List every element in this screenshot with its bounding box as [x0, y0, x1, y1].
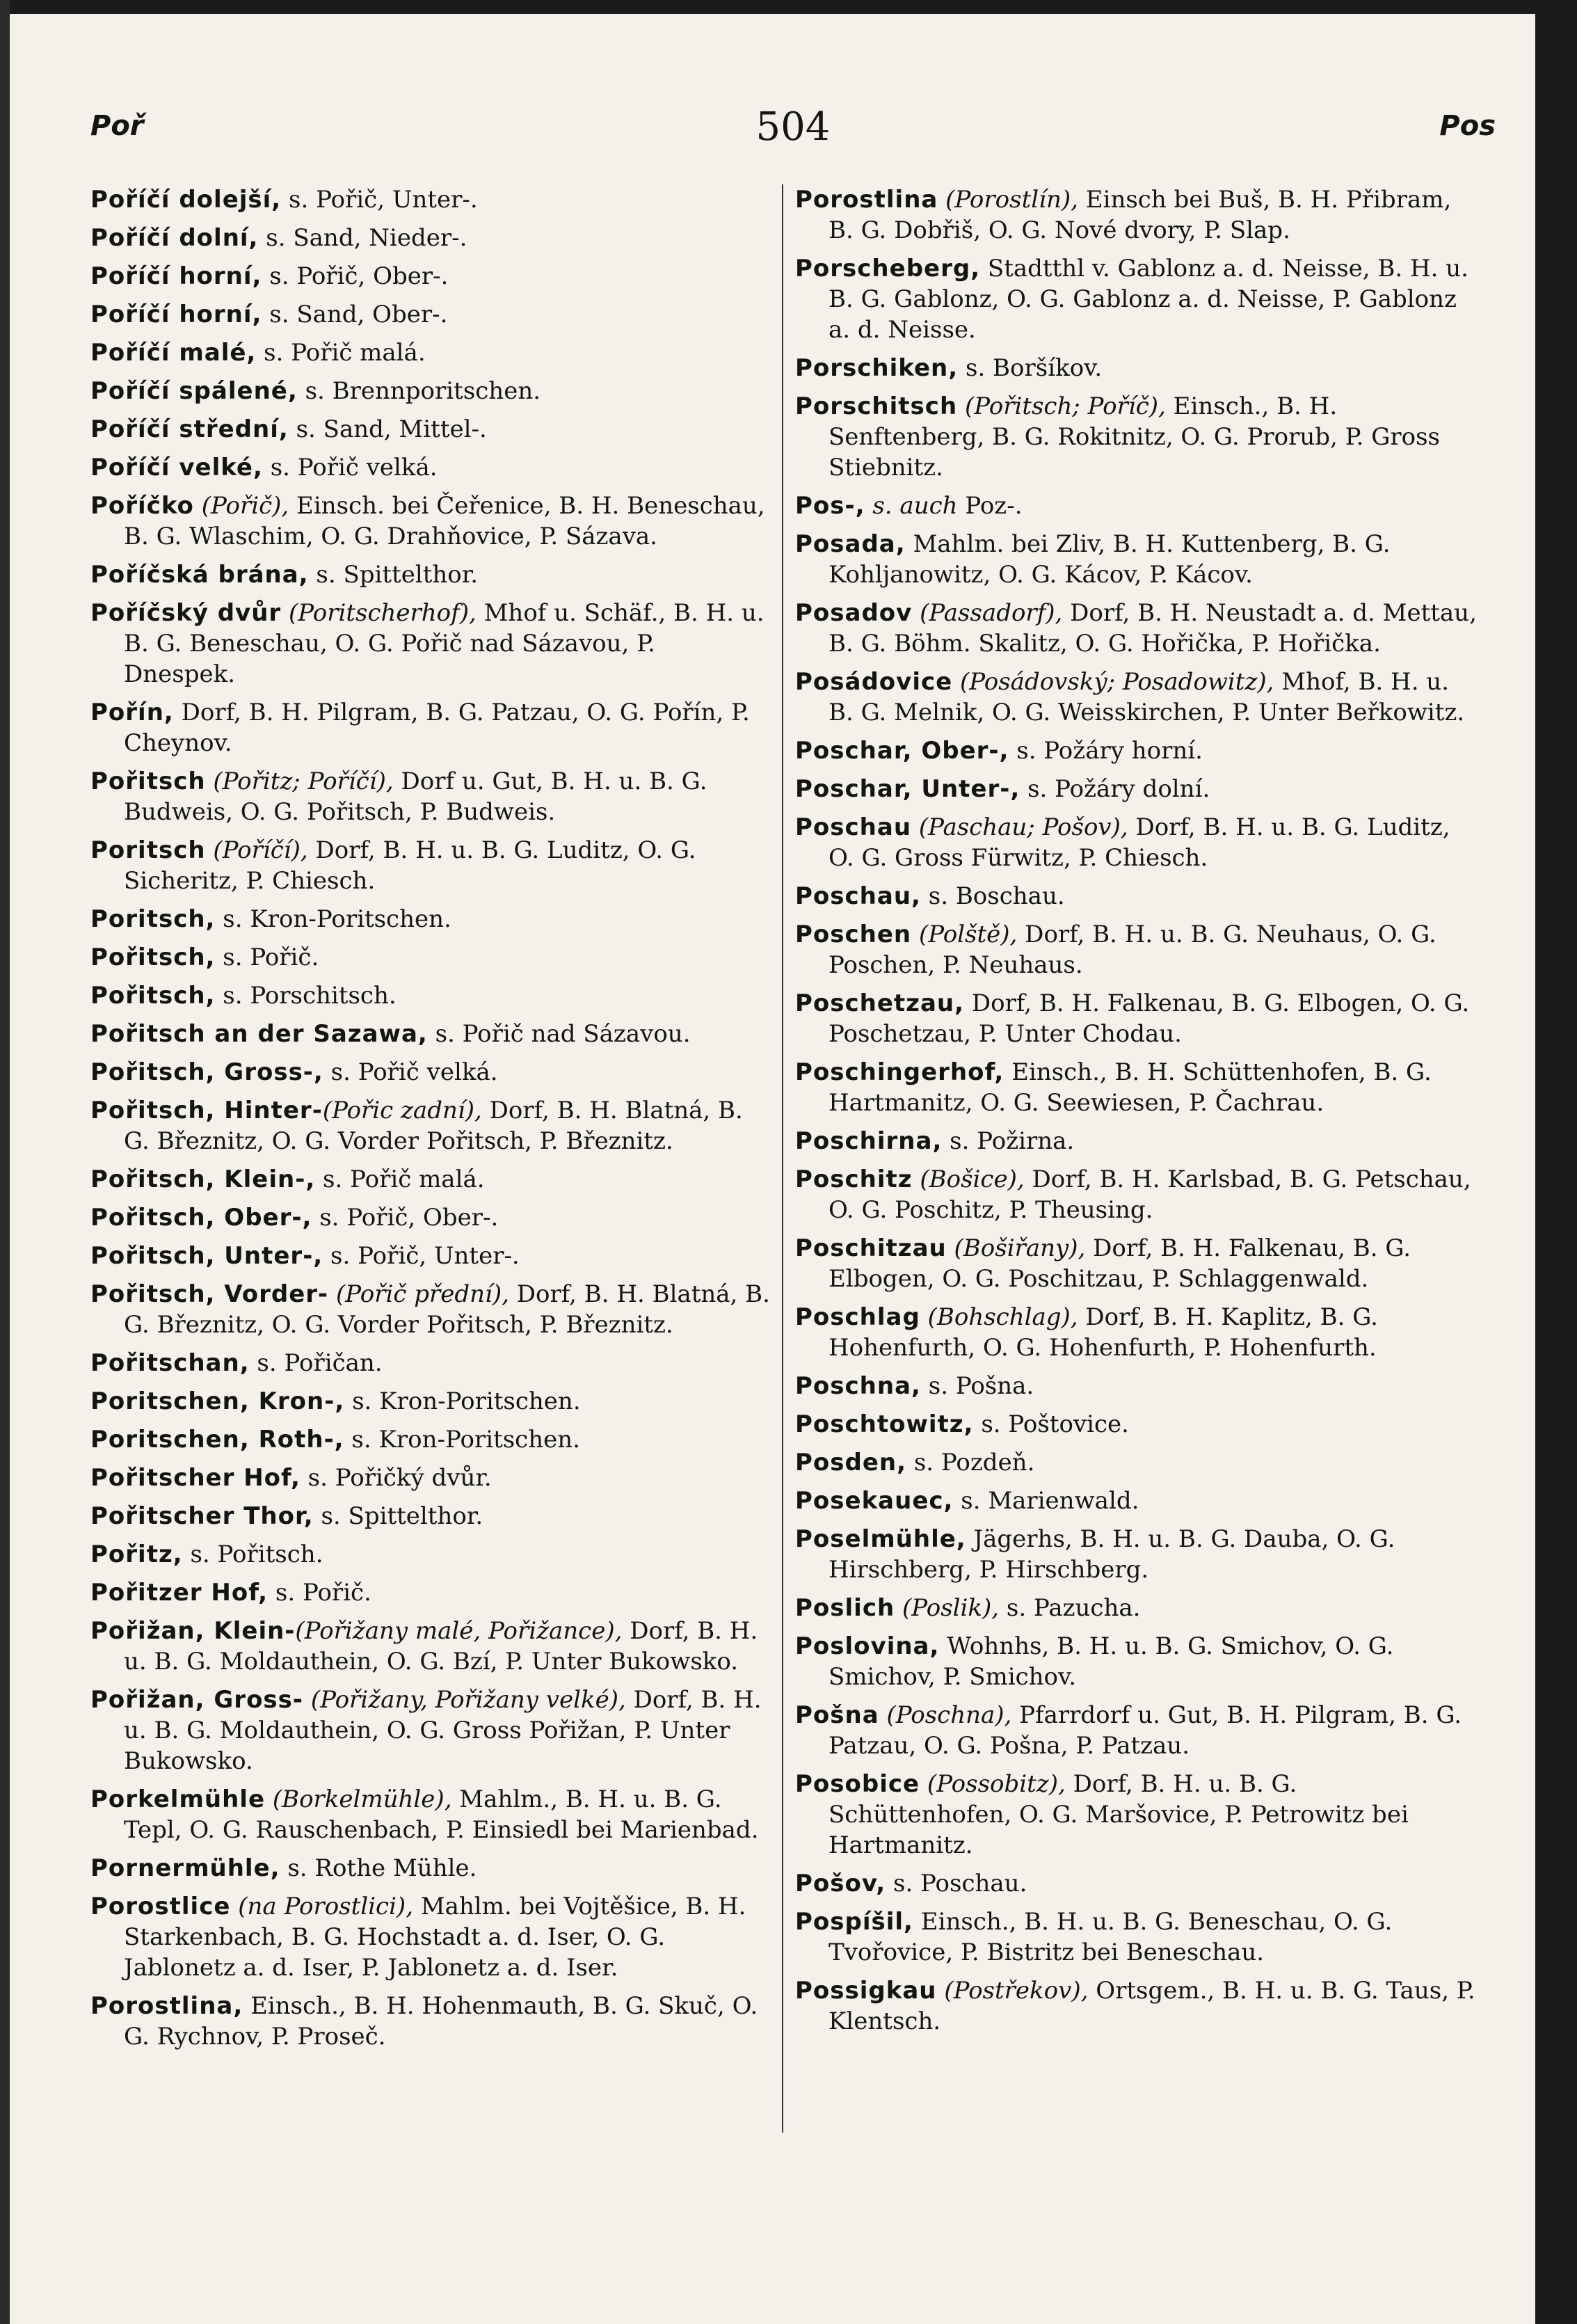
- dictionary-entry: [90, 697, 772, 758]
- column-divider: [782, 184, 783, 2133]
- dictionary-entry: [90, 1501, 772, 1531]
- entry-text: s. Pořič nad Sázavou.: [427, 1020, 691, 1048]
- entry-variant: (Posádovský; Posadowitz),: [952, 668, 1274, 696]
- entry-text: Dorf, B. H. Blatná, B. G. Březnitz, O. G. Vorder Pořitsch, P. Březnitz.: [124, 1280, 770, 1339]
- dictionary-entry: [90, 1424, 772, 1455]
- dictionary-entry: [90, 766, 772, 827]
- dictionary-entry: [90, 598, 772, 690]
- dictionary-entry: [795, 1447, 1477, 1478]
- entry-headword: Poschar, Ober-,: [795, 737, 1009, 765]
- entry-headword: Posada,: [795, 530, 906, 558]
- entry-variant: (Bošiřany),: [946, 1234, 1086, 1262]
- entry-headword: Poschitzau: [795, 1234, 947, 1262]
- dictionary-entry: [795, 391, 1477, 483]
- entry-text: s. Pořičan.: [249, 1349, 383, 1377]
- entry-variant: (na Porostlici),: [230, 1893, 414, 1920]
- entry-headword: Poříčí spálené,: [90, 377, 298, 405]
- entry-text: Mahlm. bei Zliv, B. H. Kuttenberg, B. G. Kohljanowitz, O. G. Kácov, P. Kácov.: [828, 530, 1391, 589]
- entry-headword: Porostlice: [90, 1893, 231, 1920]
- entry-variant: (Bohschlag),: [920, 1303, 1078, 1331]
- entry-headword: Poříčí horní,: [90, 301, 262, 328]
- dictionary-entry: [90, 376, 772, 406]
- entry-text: Stadtthl v. Gablonz a. d. Neisse, B. H. u. B. G. Gablonz, O. G. Gablonz a. d. Neisse, P. Gablonz a. d. Neisse.: [828, 255, 1468, 344]
- entry-text: s. Pořič velká.: [262, 454, 438, 481]
- entry-text: s. Poštovice.: [973, 1410, 1129, 1438]
- entry-text: Dorf, B. H. u. B. G. Schüttenhofen, O. G. Maršovice, P. Petrowitz bei Hartmanitz.: [828, 1770, 1409, 1859]
- entry-variant: (Poříčí),: [205, 836, 308, 864]
- entry-headword: Pořitsch an der Sazawa,: [90, 1020, 428, 1048]
- entry-text: s. Sand, Ober-.: [262, 301, 448, 328]
- dictionary-entry: [795, 1302, 1477, 1363]
- entry-text: s. Pořič, Ober-.: [262, 262, 449, 290]
- entry-text: s. Poschau.: [886, 1870, 1027, 1897]
- dictionary-entry: [90, 1164, 772, 1195]
- entry-headword: Pořitsch: [90, 767, 206, 795]
- entry-headword: Pořitzer Hof,: [90, 1579, 269, 1607]
- entry-text: Einsch., B. H. Senftenberg, B. G. Rokitnitz, O. G. Prorub, P. Gross Stiebnitz.: [828, 392, 1441, 481]
- entry-variant: (Pořič),: [193, 492, 289, 520]
- entry-variant: (Poritscherhof),: [281, 599, 477, 627]
- dictionary-entry: [795, 1486, 1477, 1516]
- entry-text: Dorf u. Gut, B. H. u. B. G. Budweis, O. G. Pořitsch, P. Budweis.: [124, 767, 707, 826]
- dictionary-entry: [90, 904, 772, 934]
- dictionary-entry: [90, 261, 772, 292]
- entry-text: s. Sand, Mittel-.: [288, 415, 487, 443]
- entry-headword: Posekauec,: [795, 1487, 954, 1515]
- page-edge-left: [0, 0, 10, 2324]
- entry-text: Mahlm., B. H. u. B. G. Tepl, O. G. Rauschenbach, P. Einsiedl bei Marienbad.: [124, 1785, 759, 1844]
- entry-headword: Poschtowitz,: [795, 1410, 974, 1438]
- entry-headword: Pořitsch, Ober-,: [90, 1204, 312, 1232]
- entry-headword: Poschitz: [795, 1165, 913, 1193]
- dictionary-entry: [795, 1593, 1477, 1623]
- entry-text: Dorf, B. H. u. B. G. Moldauthein, O. G. Bzí, P. Unter Bukowsko.: [124, 1617, 758, 1676]
- dictionary-entry: [795, 735, 1477, 766]
- entry-variant: (Pořic zadní),: [322, 1097, 482, 1124]
- entry-headword: Poschar, Unter-,: [795, 775, 1020, 803]
- entry-text: s. Pořitsch.: [182, 1541, 323, 1568]
- dictionary-entry: [90, 980, 772, 1011]
- entry-headword: Poschingerhof,: [795, 1058, 1004, 1086]
- entry-text: Ortsgem., B. H. u. B. G. Taus, P. Klentsch.: [828, 1977, 1475, 2035]
- dictionary-entry: [90, 299, 772, 330]
- entry-text: Dorf, B. H. u. B. G. Luditz, O. G. Sicheritz, P. Chiesch.: [124, 836, 696, 895]
- dictionary-entry: [90, 1685, 772, 1776]
- entry-variant: (Pořitz; Poříčí),: [205, 767, 394, 795]
- entry-headword: Pořitz,: [90, 1541, 183, 1568]
- entry-headword: Poschirna,: [795, 1127, 943, 1155]
- entry-headword: Porkelmühle: [90, 1785, 266, 1813]
- dictionary-entry: [90, 1386, 772, 1417]
- entry-text: Dorf, B. H. Pilgram, B. G. Patzau, O. G. Pořín, P. Cheynov.: [124, 699, 750, 757]
- running-head-left: Poř: [90, 110, 144, 142]
- entry-text: s. Marienwald.: [953, 1487, 1139, 1515]
- entry-text: Mhof, B. H. u. B. G. Melnik, O. G. Weisskirchen, P. Unter Beřkowitz.: [828, 668, 1465, 726]
- entry-headword: Poschlag: [795, 1303, 920, 1331]
- page-number: 504: [755, 104, 831, 150]
- dictionary-entry: [795, 353, 1477, 383]
- entry-text: Jägerhs, B. H. u. B. G. Dauba, O. G. Hirschberg, P. Hirschberg.: [828, 1525, 1395, 1584]
- right-column: [795, 184, 1477, 2044]
- dictionary-entry: [795, 184, 1477, 246]
- dictionary-entry: [90, 1463, 772, 1493]
- dictionary-entry: [90, 1891, 772, 1983]
- dictionary-entry: [90, 559, 772, 590]
- entry-headword: Pořitscher Thor,: [90, 1502, 314, 1530]
- dictionary-entry: [795, 881, 1477, 912]
- dictionary-entry: [90, 1095, 772, 1156]
- entry-text: Einsch., B. H. Schüttenhofen, B. G. Hartmanitz, O. G. Seewiesen, P. Čachrau.: [828, 1058, 1432, 1117]
- entry-headword: Poříčí velké,: [90, 454, 263, 481]
- entry-headword: Pořitschan,: [90, 1349, 250, 1377]
- entry-text: Dorf, B. H. Falkenau, B. G. Elbogen, O. G. Poschetzau, P. Unter Chodau.: [828, 989, 1470, 1048]
- entry-headword: Poschen: [795, 921, 912, 948]
- entry-text: s. Pošna.: [920, 1372, 1034, 1400]
- entry-text: s. Porschitsch.: [215, 982, 397, 1010]
- entry-text: Dorf, B. H. u. B. G. Luditz, O. G. Gross Fürwitz, P. Chiesch.: [828, 813, 1450, 872]
- entry-headword: Pořitsch, Hinter-: [90, 1097, 323, 1124]
- entry-text: Dorf, B. H. Kaplitz, B. G. Hohenfurth, O. G. Hohenfurth, P. Hohenfurth.: [828, 1303, 1378, 1362]
- entry-text: s. Spittelthor.: [313, 1502, 483, 1530]
- dictionary-entry: [90, 1202, 772, 1233]
- entry-headword: Poříčská brána,: [90, 561, 309, 589]
- entry-headword: Poschna,: [795, 1372, 921, 1400]
- dictionary-entry: [795, 774, 1477, 804]
- entry-headword: Pořižan, Gross-: [90, 1686, 304, 1714]
- page-edge-top: [0, 0, 1577, 14]
- dictionary-entry: [90, 1784, 772, 1845]
- entry-headword: Possigkau: [795, 1977, 937, 2005]
- entry-text: s. Požirna.: [942, 1127, 1075, 1155]
- dictionary-entry: [90, 491, 772, 552]
- dictionary-entry: [795, 1769, 1477, 1861]
- entry-headword: Poříčský dvůr: [90, 599, 282, 627]
- entry-headword: Poschau,: [795, 882, 921, 910]
- entry-text: Wohnhs, B. H. u. B. G. Smichov, O. G. Smichov, P. Smichov.: [828, 1632, 1394, 1691]
- entry-text: s. Pazucha.: [999, 1594, 1141, 1622]
- entry-text: s. Rothe Mühle.: [280, 1854, 477, 1882]
- entry-headword: Poříčí malé,: [90, 339, 257, 367]
- running-head-right: Pos: [1439, 110, 1496, 142]
- entry-variant: (Passadorf),: [912, 599, 1063, 627]
- dictionary-entry: [795, 1975, 1477, 2037]
- entry-text: s. Kron-Poritschen.: [215, 905, 451, 933]
- entry-headword: Poslich: [795, 1594, 895, 1622]
- entry-headword: Poříčí horní,: [90, 262, 262, 290]
- entry-headword: Poříčí dolní,: [90, 224, 259, 252]
- entry-text: s. Požáry horní.: [1009, 737, 1203, 765]
- entry-text: Dorf, B. H. Blatná, B. G. Březnitz, O. G. Vorder Pořitsch, P. Březnitz.: [124, 1097, 743, 1155]
- entry-variant: (Poslik),: [895, 1594, 1000, 1622]
- entry-variant: (Borkelmühle),: [265, 1785, 452, 1813]
- dictionary-entry: [90, 1057, 772, 1088]
- entry-text: s. Pořič, Unter-.: [281, 186, 478, 214]
- dictionary-entry: [795, 812, 1477, 873]
- entry-variant: (Bošice),: [912, 1165, 1025, 1193]
- dictionary-entry: [90, 184, 772, 215]
- entry-variant: s. auch: [865, 492, 958, 520]
- entry-text: Mhof u. Schäf., B. H. u. B. G. Beneschau, O. G. Pořič nad Sázavou, P. Dnespek.: [124, 599, 765, 688]
- entry-headword: Poříčko: [90, 492, 194, 520]
- entry-text: Dorf, B. H. Falkenau, B. G. Elbogen, O. G. Poschitzau, P. Schlaggenwald.: [828, 1234, 1411, 1293]
- entry-headword: Poříčí dolejší,: [90, 186, 282, 214]
- entry-headword: Pornermühle,: [90, 1854, 280, 1882]
- entry-text: s. Kron-Poritschen.: [344, 1387, 581, 1415]
- entry-headword: Poschetzau,: [795, 989, 965, 1017]
- entry-variant: (Pořižany, Pořižany velké),: [303, 1686, 626, 1714]
- entry-text: s. Pořič velká.: [323, 1058, 498, 1086]
- entry-headword: Poslovina,: [795, 1632, 940, 1660]
- entry-text: s. Spittelthor.: [308, 561, 479, 589]
- dictionary-entry: [795, 1524, 1477, 1585]
- entry-variant: (Porostlín),: [938, 186, 1078, 214]
- entry-headword: Posádovice: [795, 668, 953, 696]
- dictionary-entry: [90, 1577, 772, 1608]
- entry-headword: Posadov: [795, 599, 913, 627]
- entry-text: s. Pořič.: [268, 1579, 371, 1607]
- entry-text: Einsch. bei Čeřenice, B. H. Beneschau, B. G. Wlaschim, O. G. Drahňovice, P. Sázava.: [124, 492, 765, 550]
- dictionary-entry: [90, 1991, 772, 2052]
- entry-text: Dorf, B. H. u. B. G. Neuhaus, O. G. Poschen, P. Neuhaus.: [828, 921, 1436, 979]
- entry-headword: Pořitsch, Unter-,: [90, 1242, 323, 1270]
- entry-headword: Posden,: [795, 1449, 907, 1477]
- entry-headword: Pořitscher Hof,: [90, 1464, 301, 1492]
- entry-variant: (Pořitsch; Poříč),: [957, 392, 1166, 420]
- entry-text: s. Kron-Poritschen.: [344, 1426, 580, 1454]
- entry-text: s. Brennporitschen.: [297, 377, 541, 405]
- entry-text: s. Pořič.: [215, 944, 319, 971]
- dictionary-entry: [795, 491, 1477, 521]
- dictionary-entry: [90, 1539, 772, 1570]
- entry-text: Dorf, B. H. Neustadt a. d. Mettau, B. G. Böhm. Skalitz, O. G. Hořička, P. Hořička.: [828, 599, 1477, 658]
- entry-text: Dorf, B. H. Karlsbad, B. G. Petschau, O. G. Poschitz, P. Theusing.: [828, 1165, 1471, 1224]
- dictionary-entry: [90, 1019, 772, 1049]
- dictionary-entry: [795, 1126, 1477, 1156]
- dictionary-entry: [795, 253, 1477, 345]
- dictionary-entry: [90, 1279, 772, 1340]
- dictionary-entry: [90, 337, 772, 368]
- entry-variant: (Paschau; Pošov),: [911, 813, 1128, 841]
- dictionary-entry: [90, 1853, 772, 1884]
- entry-variant: (Possobitz),: [920, 1770, 1066, 1798]
- entry-headword: Pořitsch, Vorder-: [90, 1280, 329, 1308]
- dictionary-entry: [795, 1057, 1477, 1118]
- dictionary-entry: [90, 414, 772, 445]
- entry-headword: Pořín,: [90, 699, 174, 726]
- entry-headword: Pořižan, Klein-: [90, 1617, 296, 1645]
- entry-text: s. Požáry dolní.: [1020, 775, 1210, 803]
- entry-text: s. Pořič malá.: [315, 1165, 485, 1193]
- entry-text: s. Pozdeň.: [906, 1449, 1035, 1477]
- page-edge-right: [1535, 0, 1577, 2324]
- dictionary-entry: [795, 1907, 1477, 1968]
- entry-headword: Pořitsch, Klein-,: [90, 1165, 316, 1193]
- dictionary-entry: [795, 919, 1477, 980]
- entry-headword: Pošna: [795, 1701, 879, 1729]
- entry-text: s. Pořič malá.: [256, 339, 426, 367]
- entry-text: Dorf, B. H. u. B. G. Moldauthein, O. G. Gross Pořižan, P. Unter Bukowsko.: [124, 1686, 762, 1775]
- dictionary-entry: [90, 1348, 772, 1378]
- entry-text: Poz-.: [957, 492, 1023, 520]
- dictionary-entry: [795, 1631, 1477, 1692]
- entry-variant: (Polště),: [911, 921, 1018, 948]
- entry-variant: (Pořič přední),: [328, 1280, 509, 1308]
- dictionary-entry: [795, 529, 1477, 590]
- entry-text: s. Pořičký dvůr.: [300, 1464, 492, 1492]
- left-column: [90, 184, 772, 2060]
- dictionary-entry: [795, 1700, 1477, 1761]
- dictionary-entry: [795, 1409, 1477, 1440]
- entry-headword: Pořitsch,: [90, 982, 216, 1010]
- entry-headword: Poritschen, Roth-,: [90, 1426, 344, 1454]
- entry-headword: Porostlina: [795, 186, 938, 214]
- dictionary-entry: [90, 1241, 772, 1271]
- entry-headword: Porostlina,: [90, 1992, 243, 2020]
- entry-headword: Poritsch,: [90, 905, 216, 933]
- entry-text: Mahlm. bei Vojtěšice, B. H. Starkenbach, B. G. Hochstadt a. d. Iser, O. G. Jablonetz a. d. Iser, P. Jablonetz a. d. Iser.: [124, 1893, 746, 1982]
- dictionary-entry: [795, 1868, 1477, 1899]
- dictionary-entry: [795, 667, 1477, 728]
- entry-headword: Pořitsch,: [90, 944, 216, 971]
- entry-headword: Posobice: [795, 1770, 920, 1798]
- entry-text: s. Pořič, Ober-.: [312, 1204, 499, 1232]
- entry-text: Einsch bei Buš, B. H. Přibram, B. G. Dobřiš, O. G. Nové dvory, P. Slap.: [828, 186, 1452, 244]
- entry-text: Einsch., B. H. u. B. G. Beneschau, O. G. Tvořovice, P. Bistritz bei Beneschau.: [828, 1908, 1393, 1966]
- entry-headword: Pošov,: [795, 1870, 886, 1897]
- dictionary-entry: [90, 452, 772, 483]
- entry-headword: Pospíšil,: [795, 1908, 913, 1936]
- dictionary-entry: [795, 598, 1477, 659]
- entry-headword: Poschau: [795, 813, 912, 841]
- entry-headword: Pos-,: [795, 492, 865, 520]
- dictionary-entry: [90, 835, 772, 896]
- entry-text: s. Boschau.: [920, 882, 1065, 910]
- dictionary-entry: [90, 223, 772, 253]
- entry-headword: Porschitsch: [795, 392, 958, 420]
- dictionary-entry: [795, 1233, 1477, 1294]
- entry-variant: (Poschna),: [879, 1701, 1012, 1729]
- entry-text: Pfarrdorf u. Gut, B. H. Pilgram, B. G. Patzau, O. G. Pošna, P. Patzau.: [828, 1701, 1462, 1760]
- dictionary-entry: [795, 988, 1477, 1049]
- dictionary-entry: [795, 1164, 1477, 1225]
- dictionary-entry: [90, 1616, 772, 1677]
- entry-headword: Poříčí střední,: [90, 415, 289, 443]
- entry-text: s. Sand, Nieder-.: [258, 224, 467, 252]
- entry-headword: Porscheberg,: [795, 255, 981, 282]
- dictionary-entry: [795, 1371, 1477, 1401]
- entry-text: s. Boršíkov.: [958, 354, 1103, 382]
- dictionary-entry: [90, 942, 772, 973]
- entry-headword: Poritsch: [90, 836, 206, 864]
- entry-headword: Poritschen, Kron-,: [90, 1387, 345, 1415]
- entry-variant: (Postřekov),: [936, 1977, 1089, 2005]
- page-header: [90, 104, 1496, 160]
- entry-headword: Porschiken,: [795, 354, 959, 382]
- entry-headword: Pořitsch, Gross-,: [90, 1058, 323, 1086]
- entry-text: s. Pořič, Unter-.: [323, 1242, 520, 1270]
- entry-variant: (Pořižany malé, Pořižance),: [295, 1617, 623, 1645]
- entry-text: Einsch., B. H. Hohenmauth, B. G. Skuč, O. G. Rychnov, P. Proseč.: [124, 1992, 758, 2051]
- entry-headword: Poselmühle,: [795, 1525, 966, 1553]
